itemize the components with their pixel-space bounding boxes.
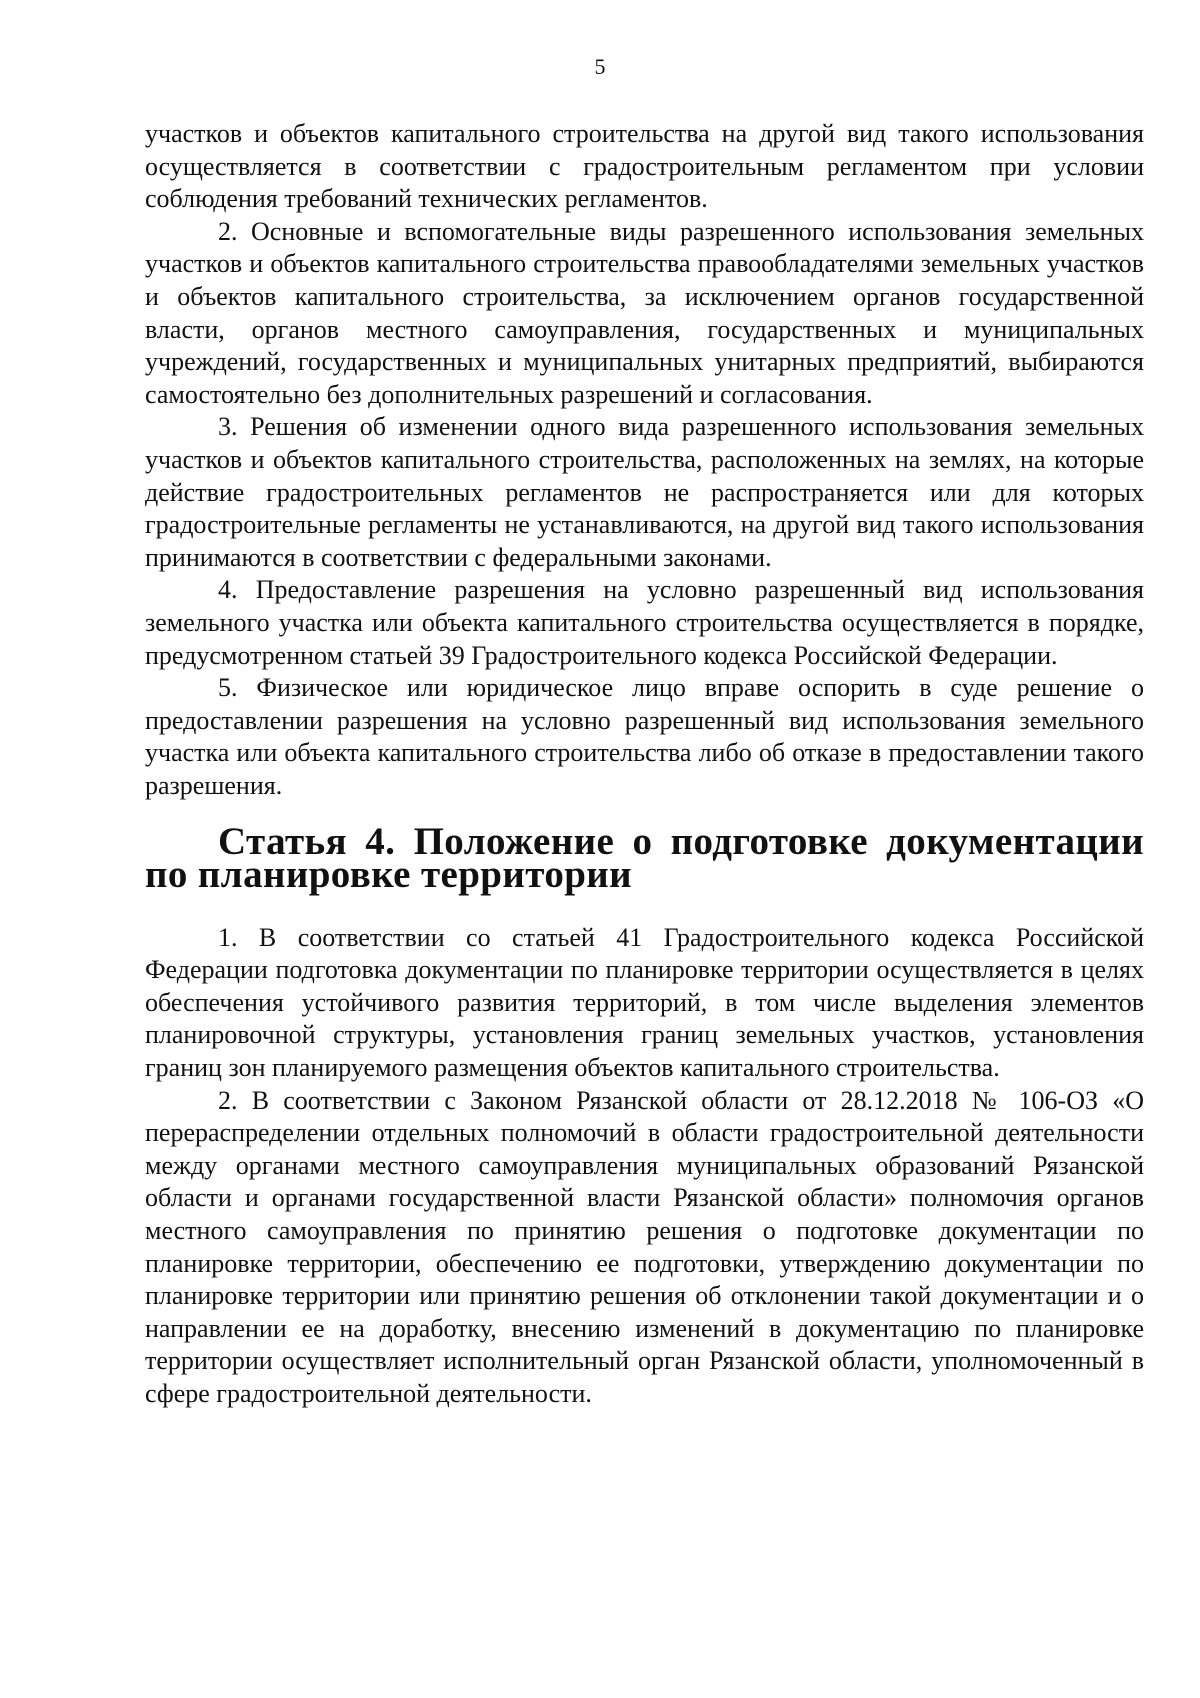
paragraph-item-4: 4. Предоставление разрешения на условно разрешенный вид использования земельного участка или объекта капитального строительства осуществляется в порядке, предусмотренном статьей 39 Градостроительного кодекса Российской Федерации. <box>145 575 1144 670</box>
article-4-heading: Статья 4. Положение о подготовке документации по планировке территории <box>145 820 1144 897</box>
article-4-paragraph-2: 2. В соответствии с Законом Рязанской области от 28.12.2018 № 106-ОЗ «О перераспределении отдельных полномочий в области градостроительной деятельности между органами местного самоуправления муниципальных образований Рязанской области и органами государственной власти Рязанской области» полномочия органов местного самоуправления по принятию решения о подготовке документации по планировке территории, обеспечению ее подготовки, утверждению документации по планировке территории или принятию решения об отклонении такой документации и о направлении ее на доработку, внесению изменений в документацию по планировке территории осуществляет исполнительный орган Рязанской области, уполномоченный в сфере градостроительной деятельности. <box>145 1085 1144 1408</box>
page-number: 5 <box>594 54 606 79</box>
paragraph-continuation: участков и объектов капитального строительства на другой вид такого использования осуществляется в соответствии с градостроительным регламентом при условии соблюдения требований технических регламентов. <box>145 119 1144 214</box>
paragraph-item-5: 5. Физическое или юридическое лицо вправе оспорить в суде решение о предоставлении разрешения на условно разрешенный вид использования земельного участка или объекта капитального строительства либо об отказе в предоставлении такого разрешения. <box>145 673 1144 800</box>
article-4-paragraph-1: 1. В соответствии со статьей 41 Градостроительного кодекса Российской Федерации подготовка документации по планировке территории осуществляется в целях обеспечения устойчивого развития территорий, в том числе выделения элементов планировочной структуры, установления границ земельных участков, установления границ зон планируемого размещения объектов капитального строительства. <box>145 922 1144 1083</box>
document-body <box>145 118 1144 1411</box>
paragraph-item-3: 3. Решения об изменении одного вида разрешенного использования земельных участков и объектов капитального строительства, расположенных на землях, на которые действие градостроительных регламентов не распространяется или для которых градостроительные регламенты не устанавливаются, на другой вид такого использования принимаются в соответствии с федеральными законами. <box>145 412 1144 572</box>
paragraph-item-2: 2. Основные и вспомогательные виды разрешенного использования земельных участков и объектов капитального строительства правообладателями земельных участков и объектов капитального строительства, за исключением органов государственной власти, органов местного самоуправления, государственных и муниципальных учреждений, государственных и муниципальных унитарных предприятий, выбираются самостоятельно без дополнительных разрешений и согласования. <box>145 216 1144 409</box>
